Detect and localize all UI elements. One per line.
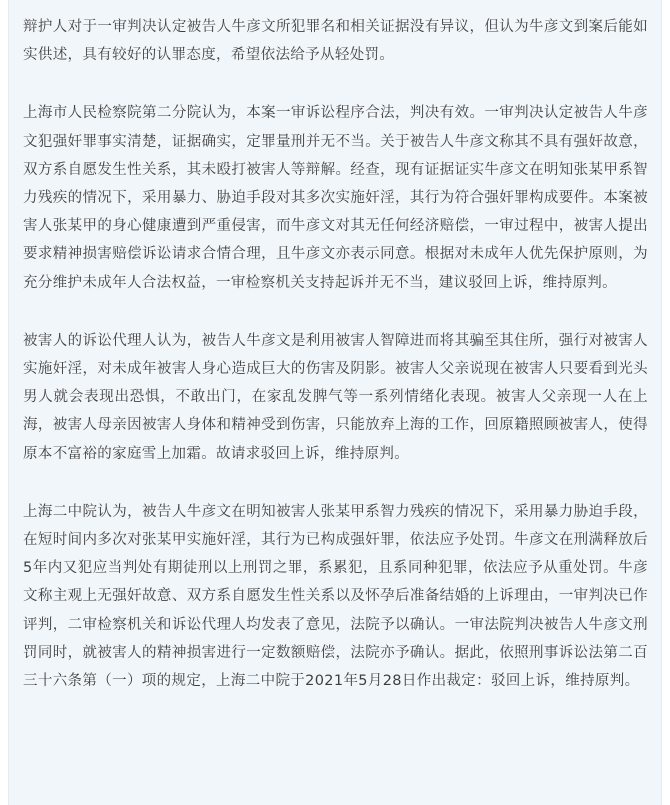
paragraph-victim-agent-opinion: 被害人的诉讼代理人认为，被告人牛彦文是利用被害人智障进而将其骗至其住所，强行对被害人实施奸淫，对未成年被害人身心造成巨大的伤害及阴影。被害人父亲说现在被害人只要看到光头男人就会表现出恐惧，不敢出门，在家乱发脾气等一系列情绪化表现。被害人父亲现一人在上海，被害人母亲因被害人身体和精神受到伤害，只能放弃上海的工作，回原籍照顾被害人，使得原本不富裕的家庭雪上加霜。故请求驳回上诉，维持原判。	[23, 332, 648, 462]
paragraph-court-ruling: 上海二中院认为，被告人牛彦文在明知被害人张某甲系智力残疾的情况下，采用暴力胁迫手段，在短时间内多次对张某甲实施奸淫，其行为已构成强奸罪，依法应予处罚。牛彦文在刑满释放后5年内又犯应当判处有期徒刑以上刑罚之罪，系累犯，且系同种犯罪，依法应予从重处罚。牛彦文称主观上无强奸故意、双方系自愿发生性关系以及怀孕后准备结婚的上诉理由，一审判决已作评判，二审检察机关和诉讼代理人均发表了意见，法院予以确认。一审法院判决被告人牛彦文刑罚同时，就被害人的精神损害进行一定数额赔偿，法院亦予确认。据此，依照刑事诉讼法第二百三十六条第（一）项的规定，上海二中院于2021年5月28日作出裁定：驳回上诉，维持原判。	[23, 503, 648, 690]
paragraph-procuratorate-opinion: 上海市人民检察院第二分院认为，本案一审诉讼程序合法，判决有效。一审判决认定被告人牛彦文犯强奸罪事实清楚，证据确实，定罪量刑并无不当。关于被告人牛彦文称其不具有强奸故意，双方系自愿发生性关系，其未殴打被害人等辩解。经查，现有证据证实牛彦文在明知张某甲系智力残疾的情况下，采用暴力、胁迫手段对其多次实施奸淫，其行为符合强奸罪构成要件。本案被害人张某甲的身心健康遭到严重侵害，而牛彦文对其无任何经济赔偿，一审过程中，被害人提出要求精神损害赔偿诉讼请求合情合理，且牛彦文亦表示同意。根据对未成年人优先保护原则，为充分维护未成年人合法权益，一审检察机关支持起诉并无不当，建议驳回上诉，维持原判。	[23, 105, 648, 291]
paragraph-defense-opinion: 辩护人对于一审判决认定被告人牛彦文所犯罪名和相关证据没有异议，但认为牛彦文到案后能如实供述，具有较好的认罪态度，希望依法给予从轻处罚。	[23, 19, 648, 64]
article-card	[8, 0, 662, 805]
